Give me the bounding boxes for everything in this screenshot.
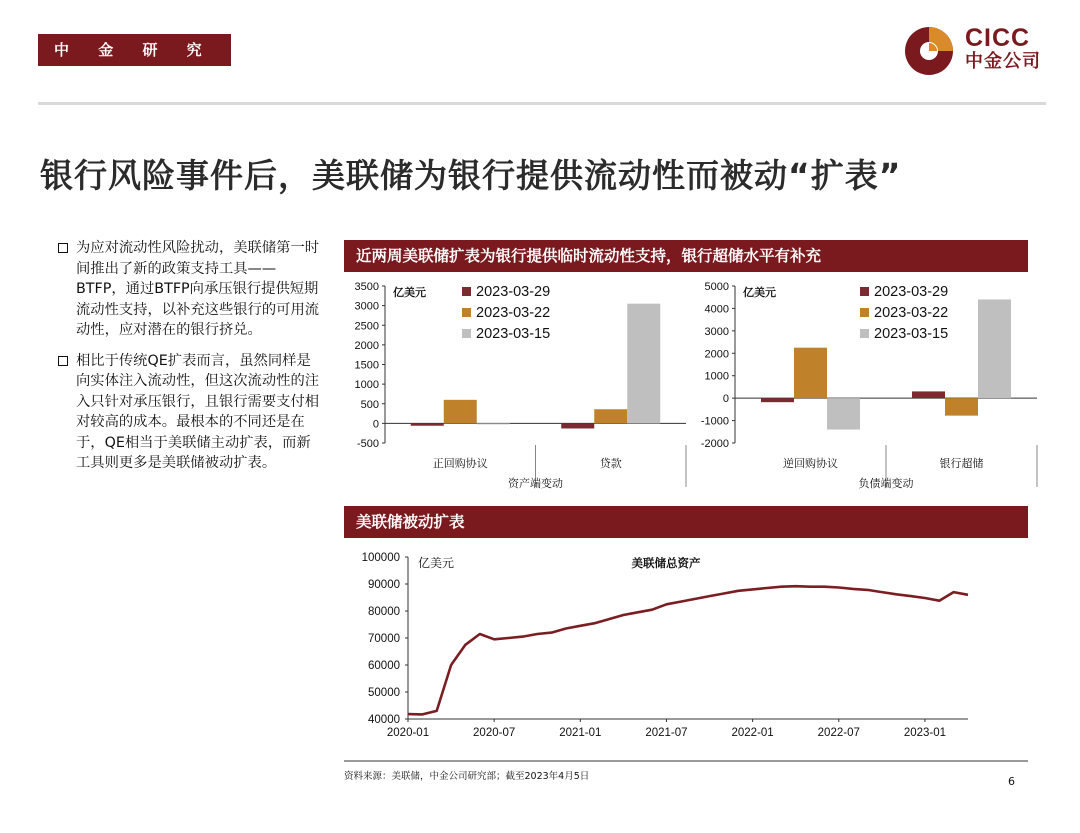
bar — [978, 299, 1011, 398]
y-tick-label: 70000 — [368, 633, 400, 645]
bar — [444, 400, 477, 424]
unit-label: 亿美元 — [418, 556, 455, 570]
y-tick-label: 2500 — [354, 320, 379, 333]
category-label: 逆回购协议 — [783, 458, 838, 470]
bar — [411, 423, 444, 425]
group-label: 负债端变动 — [858, 478, 914, 490]
header-divider — [38, 102, 1046, 105]
y-tick-label: 0 — [722, 393, 729, 406]
bullet-list — [58, 238, 323, 484]
panel2-title: 美联储被动扩表 — [344, 506, 1028, 538]
y-tick-label: 100000 — [361, 552, 400, 564]
bullet-square-icon — [58, 356, 68, 366]
bar — [761, 398, 794, 402]
y-tick-label: 60000 — [368, 660, 400, 672]
bar — [477, 423, 510, 424]
logo-icon — [903, 22, 959, 78]
x-tick-label: 2020-07 — [473, 727, 516, 739]
y-tick-label: -2000 — [700, 438, 729, 450]
y-tick-label: 2000 — [704, 348, 729, 361]
y-tick-label: 1000 — [354, 379, 379, 392]
fed-total-assets-line-chart — [344, 540, 1028, 762]
y-tick-label: 500 — [360, 398, 379, 411]
page-number: 6 — [1008, 775, 1015, 788]
y-tick-label: 5000 — [704, 281, 729, 293]
y-tick-label: 1000 — [704, 370, 729, 383]
legend-swatch — [462, 308, 471, 317]
bar — [912, 391, 945, 398]
bullet-item — [58, 351, 323, 474]
bullet-text: 为应对流动性风险扰动，美联储第一时间推出了新的政策支持工具——BTFP，通过BTFP向承压银行提供短期流动性支持，以补充这些银行的可用流动性，应对潜在的银行挤兑。 — [76, 240, 320, 338]
unit-label: 亿美元 — [393, 287, 426, 299]
y-tick-label: -500 — [356, 438, 379, 450]
y-tick-label: 40000 — [368, 714, 400, 726]
bar — [561, 423, 594, 428]
chart-title: 美联储总资产 — [631, 558, 701, 570]
legend-label: 2023-03-29 — [874, 284, 949, 300]
legend-label: 2023-03-15 — [476, 326, 551, 342]
y-tick-label: 50000 — [368, 687, 400, 699]
x-tick-label: 2021-07 — [645, 727, 688, 739]
source-note: 资料来源：美联储，中金公司研究部；截至2023年4月5日 — [344, 771, 590, 782]
department-label: 中 金 研 究 部 — [38, 34, 231, 66]
y-tick-label: 0 — [372, 418, 379, 431]
bar — [945, 398, 978, 415]
bar — [594, 409, 627, 423]
legend-swatch — [860, 287, 869, 296]
y-tick-label: 3000 — [704, 325, 729, 338]
page-title: 银行风险事件后，美联储为银行提供流动性而被动“扩表” — [40, 156, 902, 195]
legend-swatch — [860, 329, 869, 338]
x-tick-label: 2023-01 — [903, 727, 947, 739]
legend-swatch — [860, 308, 869, 317]
y-tick-label: 4000 — [704, 303, 729, 316]
legend-label: 2023-03-29 — [476, 284, 551, 300]
legend-label: 2023-03-15 — [874, 326, 949, 342]
y-tick-label: 90000 — [368, 579, 400, 591]
y-tick-label: -1000 — [700, 415, 729, 428]
legend-label: 2023-03-22 — [874, 305, 949, 321]
legend-swatch — [462, 287, 471, 296]
y-tick-label: 3000 — [354, 300, 379, 313]
y-tick-label: 80000 — [368, 606, 400, 618]
category-label: 贷款 — [599, 458, 622, 470]
bar — [627, 304, 660, 424]
bullet-item — [58, 238, 323, 341]
x-tick-label: 2021-01 — [559, 727, 602, 739]
panel1-title: 近两周美联储扩表为银行提供临时流动性支持，银行超储水平有补充 — [344, 240, 1028, 272]
bullet-text: 相比于传统QE扩表而言，虽然同样是向实体注入流动性，但这次流动性的注入只针对承压银行，且银行需要支付相对较高的成本。最根本的不同还是在于，QE相当于美联储主动扩表，而新工具则更多是美联储被动扩表。 — [76, 352, 320, 471]
liability-side-bar-chart — [690, 276, 1040, 498]
group-label: 资产端变动 — [508, 478, 563, 490]
bar — [794, 348, 827, 398]
asset-side-bar-chart — [344, 276, 689, 498]
y-tick-label: 2000 — [354, 339, 379, 352]
category-label: 正回购协议 — [432, 458, 488, 470]
y-tick-label: 1500 — [354, 359, 379, 372]
x-tick-label: 2020-01 — [386, 727, 430, 739]
legend-swatch — [462, 329, 471, 338]
bar — [827, 398, 860, 429]
unit-label: 亿美元 — [743, 287, 776, 299]
bullet-square-icon — [58, 243, 68, 253]
category-label: 银行超储 — [939, 458, 984, 470]
logo-text-cn: 中金公司 — [965, 51, 1041, 72]
x-tick-label: 2022-07 — [817, 727, 860, 739]
y-tick-label: 3500 — [354, 281, 379, 293]
legend-label: 2023-03-22 — [476, 305, 551, 321]
series-line — [408, 586, 968, 714]
logo-text-en: CICC — [965, 24, 1031, 52]
x-tick-label: 2022-01 — [731, 727, 774, 739]
cicc-logo — [903, 22, 1048, 78]
